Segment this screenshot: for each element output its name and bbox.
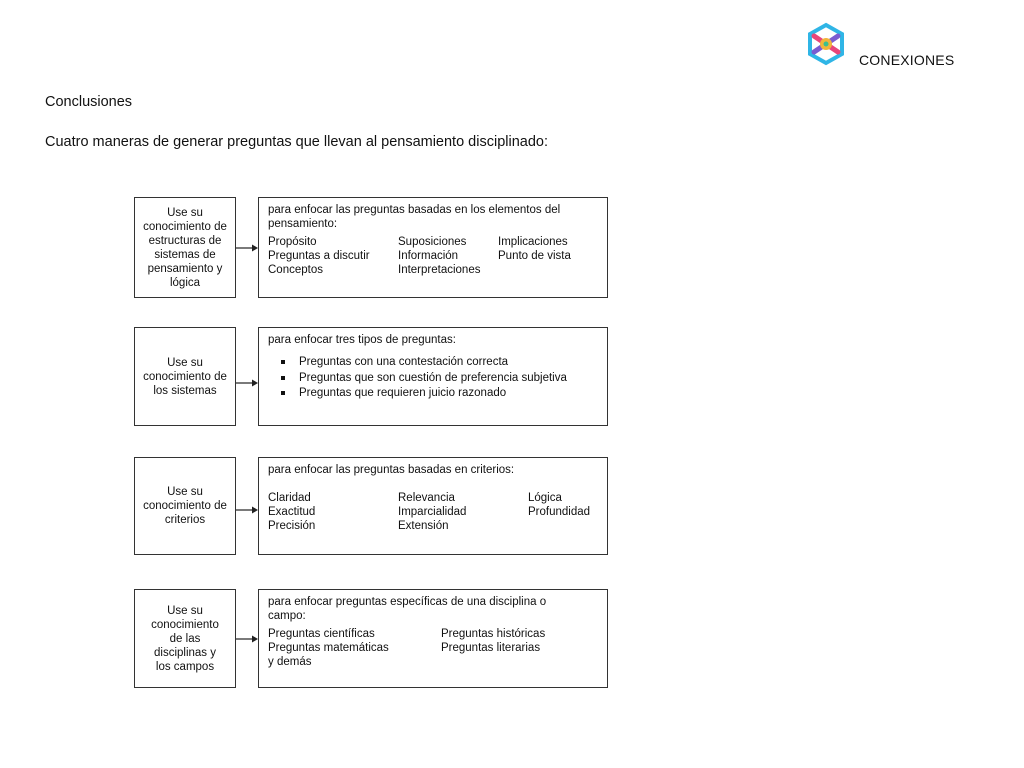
item: Conceptos — [268, 264, 323, 276]
arrow-3 — [236, 505, 258, 515]
right-box-4 — [258, 589, 608, 688]
arrow-1 — [236, 243, 258, 253]
diagram-row-3 — [134, 457, 609, 555]
item: Propósito — [268, 236, 317, 248]
brand-name: CONEXIONES — [859, 52, 955, 68]
arrow-2 — [236, 378, 258, 388]
left-box-3 — [134, 457, 236, 555]
item: Preguntas científicas — [268, 628, 375, 640]
item: Suposiciones — [398, 236, 467, 248]
left-box-4-text: Use su conocimiento de las disciplinas y los campos — [151, 604, 219, 673]
item: Preguntas históricas — [441, 628, 546, 640]
item: Implicaciones — [498, 236, 568, 248]
right-box-1-intro: para enfocar las preguntas basadas en los elementos del pensamiento: — [268, 204, 561, 230]
item: Información — [398, 250, 459, 262]
item: Extensión — [398, 520, 449, 532]
right-box-4-intro: para enfocar preguntas específicas de una disciplina o campo: — [268, 596, 547, 622]
item: Preguntas matemáticas — [268, 642, 389, 654]
item: Interpretaciones — [398, 264, 481, 276]
item: Punto de vista — [498, 250, 571, 262]
list-item: Preguntas que requieren juicio razonado — [268, 386, 598, 402]
right-box-1 — [258, 197, 608, 298]
item: Profundidad — [528, 506, 591, 518]
page-subtitle: Cuatro maneras de generar preguntas que llevan al pensamiento disciplinado: — [45, 134, 548, 150]
item: Claridad — [268, 492, 311, 504]
item: Exactitud — [268, 506, 316, 518]
left-box-2-text: Use su conocimiento de los sistemas — [143, 356, 227, 397]
item: Imparcialidad — [398, 506, 467, 518]
left-box-2 — [134, 327, 236, 426]
arrow-4 — [236, 634, 258, 644]
right-box-3-intro: para enfocar las preguntas basadas en criterios: — [268, 464, 515, 476]
list-item: Preguntas que son cuestión de preferencia subjetiva — [268, 371, 598, 387]
item: Preguntas a discutir — [268, 250, 370, 262]
item: Preguntas literarias — [441, 642, 541, 654]
bullet-list — [268, 355, 598, 402]
diagram-row-1 — [134, 197, 609, 298]
left-box-4 — [134, 589, 236, 688]
item: Relevancia — [398, 492, 455, 504]
right-box-3 — [258, 457, 608, 555]
left-box-1-text: Use su conocimiento de estructuras de sistemas de pensamiento y lógica — [143, 206, 227, 289]
conexiones-logo-icon — [806, 22, 846, 66]
diagram-row-2 — [134, 327, 609, 426]
right-box-2 — [258, 327, 608, 426]
item: Precisión — [268, 520, 316, 532]
item: Lógica — [528, 492, 562, 504]
diagram-row-4 — [134, 589, 609, 688]
left-box-1 — [134, 197, 236, 298]
item: y demás — [268, 656, 312, 668]
right-box-2-intro: para enfocar tres tipos de preguntas: — [268, 334, 456, 346]
page-title: Conclusiones — [45, 94, 133, 110]
list-item: Preguntas con una contestación correcta — [268, 355, 598, 371]
left-box-3-text: Use su conocimiento de criterios — [143, 486, 227, 526]
